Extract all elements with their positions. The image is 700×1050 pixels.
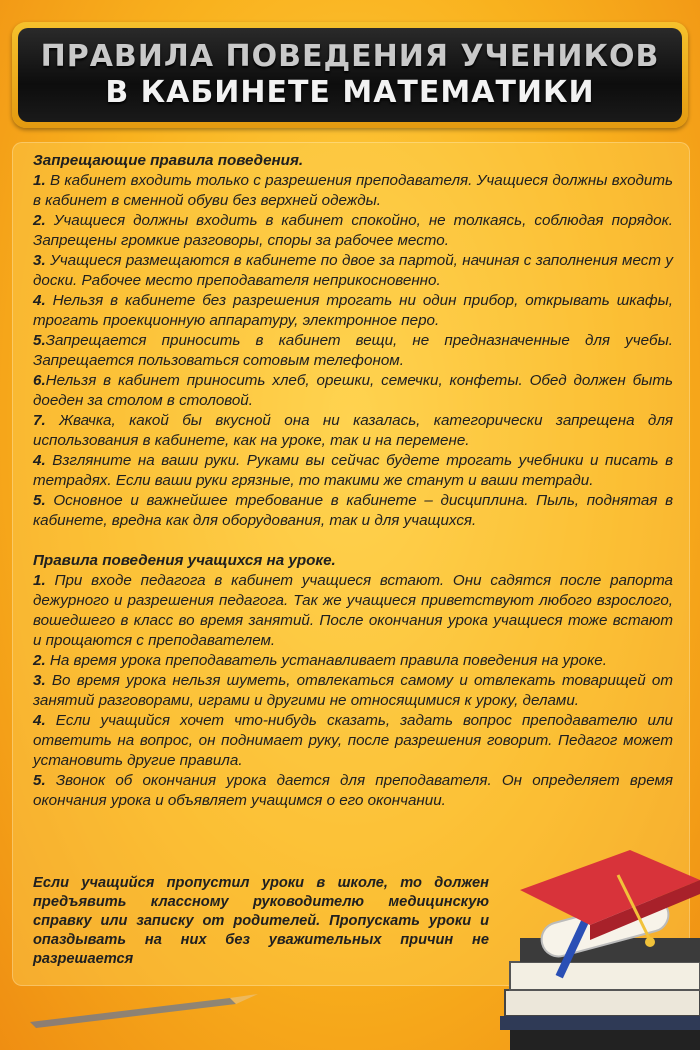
rule-number: 4. <box>33 452 46 469</box>
rule-text: Во время урока нельзя шуметь, отвлекаться самому и отвлекать товарищей от занятий разговорами, играми и другими не относящимися к уроку, делами. <box>33 672 673 709</box>
rule-text: Звонок об окончания урока дается для преподавателя. Он определяет время окончания урока и объявляет учащимся о его окончании. <box>33 772 673 809</box>
rule-text: Основное и важнейшее требование в кабинете – дисциплина. Пыль, поднятая в кабинете, вредна как для оборудования, так и для учащихся. <box>33 492 673 529</box>
rule-number: 1. <box>33 172 46 189</box>
title-banner <box>18 28 682 122</box>
rule-item <box>33 451 673 491</box>
rule-number: 3. <box>33 252 46 269</box>
rule-item <box>33 711 673 771</box>
rule-item <box>33 771 673 811</box>
rule-number: 3. <box>33 672 46 689</box>
rule-item <box>33 291 673 331</box>
rule-number: 2. <box>33 212 46 229</box>
title-line-1: ПРАВИЛА ПОВЕДЕНИЯ УЧЕНИКОВ <box>40 39 660 74</box>
rule-item <box>33 171 673 211</box>
rule-number: 6. <box>33 372 46 389</box>
rule-text: При входе педагога в кабинет учащиеся встают. Они садятся после рапорта дежурного и разрешения педагога. Так же учащиеся приветствуют любого взрослого, вошедшего в класс во время занятий. После окончания урока учащиеся тоже встают и прощаются с преподавателем. <box>33 572 673 649</box>
rule-number: 7. <box>33 412 46 429</box>
rule-text: Нельзя в кабинет приносить хлеб, орешки, семечки, конфеты. Обед должен быть доеден за столом в столовой. <box>33 372 673 409</box>
rule-item <box>33 671 673 711</box>
pencil-illustration <box>30 992 260 1032</box>
title-plate <box>12 22 688 128</box>
rule-item <box>33 331 673 371</box>
rule-text: Запрещается приносить в кабинет вещи, не предназначенные для учебы. Запрещается пользоваться сотовым телефоном. <box>33 332 673 369</box>
rule-number: 1. <box>33 572 46 589</box>
section1-heading: Запрещающие правила поведения. <box>33 152 304 169</box>
rule-number: 5. <box>33 772 46 789</box>
section2-rules <box>33 571 673 811</box>
rule-item <box>33 211 673 251</box>
rule-number: 2. <box>33 652 46 669</box>
books-graduation-cap-illustration <box>500 830 700 1050</box>
rule-text: Учащиеся должны входить в кабинет спокойно, не толкаясь, соблюдая порядок. Запрещены громкие разговоры, споры за рабочее место. <box>33 212 673 249</box>
rule-text: Жвачка, какой бы вкусной она ни казалась, категорически запрещена для использования в кабинете, как на уроке, так и на перемене. <box>33 412 673 449</box>
rule-text: Взгляните на ваши руки. Руками вы сейчас будете трогать учебники и писать в тетрадях. Если ваши руки грязные, то такими же станут и ваши тетради. <box>33 452 673 489</box>
final-note: Если учащийся пропустил уроки в школе, то должен предъявить классному руководителю медицинскую справку или записку от родителей. Пропускать уроки и опаздывать на них без уважительных причин не разрешается <box>33 875 489 967</box>
rules-content <box>33 151 673 811</box>
rule-item <box>33 411 673 451</box>
rule-item <box>33 491 673 531</box>
rule-text: На время урока преподаватель устанавливает правила поведения на уроке. <box>45 652 607 669</box>
rule-item <box>33 371 673 411</box>
rule-text: Учащиеся размещаются в кабинете по двое за партой, начиная с заполнения мест у доски. Рабочее место преподавателя неприкосновенно. <box>33 252 673 289</box>
rule-item <box>33 571 673 651</box>
rule-number: 5. <box>33 332 46 349</box>
rule-item <box>33 651 673 671</box>
rule-text: В кабинет входить только с разрешения преподавателя. Учащиеся должны входить в кабинет в сменной обуви без верхней одежды. <box>33 172 673 209</box>
rule-number: 4. <box>33 292 46 309</box>
rule-number: 4. <box>33 712 46 729</box>
rule-text: Если учащийся хочет что-нибудь сказать, задать вопрос преподавателю или ответить на вопрос, он поднимает руку, после разрешения говорит. Педагог может установить другие правила. <box>33 712 673 769</box>
section2-heading: Правила поведения учащихся на уроке. <box>33 552 336 569</box>
rule-item <box>33 251 673 291</box>
section1-rules <box>33 171 673 531</box>
rule-text: Нельзя в кабинете без разрешения трогать ни один прибор, открывать шкафы, трогать проекционную аппаратуру, электронное перо. <box>33 292 673 329</box>
title-line-2: В КАБИНЕТЕ МАТЕМАТИКИ <box>105 75 595 110</box>
rule-number: 5. <box>33 492 46 509</box>
